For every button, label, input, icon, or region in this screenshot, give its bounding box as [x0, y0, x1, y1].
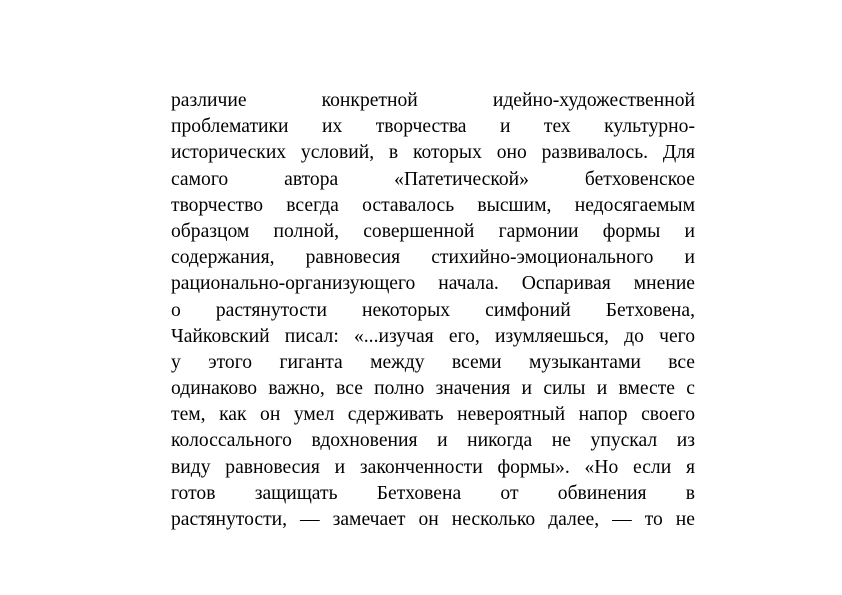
text-line-16: готов защищать Бетховена от обвинения в [171, 482, 695, 504]
text-line-1: различие конкретной идейно-художественной [171, 90, 695, 111]
text-line-11: у этого гиганта между всеми музыкантами все [171, 351, 695, 373]
text-line-7: содержания, равновесия стихийно-эмоционального и [171, 247, 695, 269]
text-line-3: исторических условий, в которых оно развивалось. Для [171, 142, 695, 164]
text-line-13: тем, как он умел сдерживать невероятный напор своего [171, 404, 695, 426]
body-text [171, 88, 695, 533]
text-line-15: виду равновесия и законченности формы». «Но если я [171, 456, 695, 478]
text-line-14: колоссального вдохновения и никогда не упускал из [171, 430, 695, 452]
text-line-4: самого автора «Патетической» бетховенское [171, 168, 695, 190]
text-line-12: одинаково важно, все полно значения и силы и вместе с [171, 378, 695, 400]
text-line-6: образцом полной, совершенной гармонии формы и [171, 220, 695, 242]
text-line-5: творчество всегда оставалось высшим, недосягаемым [171, 194, 695, 216]
text-line-8: рационально-организующего начала. Оспаривая мнение [171, 273, 695, 295]
text-line-10: Чайковский писал: «...изучая его, изумляешься, до чего [171, 325, 695, 347]
text-line-2: проблематики их творчества и тех культурно- [171, 116, 695, 138]
text-line-17: растянутости, — замечает он несколько далее, — то не [171, 509, 695, 530]
text-line-9: о растянутости некоторых симфоний Бетховена, [171, 299, 695, 321]
